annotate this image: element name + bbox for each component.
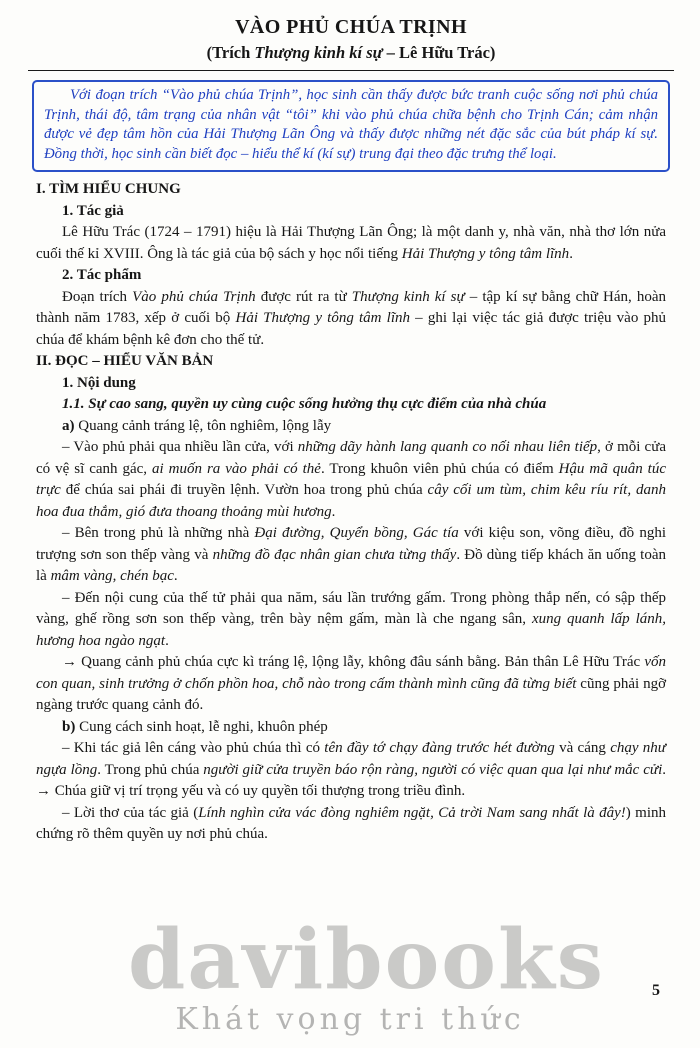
text-run: . bbox=[165, 632, 169, 649]
text-run: xung quanh lấp lánh, hương hoa ngào ngạt bbox=[36, 611, 666, 649]
text-run: Vào phủ chúa Trịnh bbox=[132, 288, 256, 305]
paragraph-loi-tho bbox=[36, 803, 666, 846]
text-run: b) bbox=[62, 718, 76, 735]
paragraph-ben-trong-phu bbox=[36, 523, 666, 588]
text-run: và cáng bbox=[554, 740, 611, 757]
text-run: Cung cách sinh hoạt, lễ nghi, khuôn phép bbox=[75, 718, 328, 735]
text-run: a) bbox=[62, 417, 75, 434]
heading-1-1 bbox=[36, 394, 666, 416]
paragraph-b-cung-cach bbox=[36, 717, 666, 739]
text-run: . Trong phủ chúa bbox=[97, 761, 204, 778]
text-run: Lê Hữu Trác (1724 – 1791) hiệu là Hải Thượng Lãn Ông; là một danh y, nhà văn, nhà thơ lớn nửa cuối thế kỉ XVIII. Ông là tác giả của bộ sách y học nổi tiếng bbox=[36, 224, 666, 262]
text-run: → Quang cảnh phủ chúa cực kì tráng lệ, lộng lẫy, không đâu sánh bằng. Bản thân Lê Hữu Trác bbox=[62, 654, 645, 671]
text-run: Hải Thượng y tông tâm lĩnh bbox=[235, 310, 411, 327]
text-run: – ghi lại việc tác giả được triệu vào phủ chúa để khám bệnh kê đơn cho thế tử. bbox=[36, 310, 666, 348]
text-run: . → Chúa giữ vị trí trọng yếu và có uy quyền tối thượng trong triều đình. bbox=[36, 761, 666, 800]
text-run: – Lê Hữu Trác) bbox=[382, 43, 496, 62]
page-number: 5 bbox=[652, 982, 660, 999]
text-run: (Trích bbox=[206, 43, 255, 62]
text-run: mâm vàng, chén bạc bbox=[50, 568, 174, 585]
heading-noi-dung bbox=[36, 373, 666, 395]
text-run: vốn con quan, sinh trưởng ở chốn phồn hoa, chỗ nào trong cấm thành mình cũng đã từng biết bbox=[36, 654, 666, 692]
text-run: 1. Nội dung bbox=[62, 374, 136, 391]
text-run: II. ĐỌC – HIỂU VĂN BẢN bbox=[36, 353, 214, 370]
watermark-davibooks: davibooks bbox=[128, 912, 605, 1008]
paragraph-tac-gia bbox=[36, 222, 666, 265]
paragraph-noi-cung bbox=[36, 588, 666, 653]
text-run: . Đồ dùng tiếp khách ăn uống toàn là bbox=[36, 546, 666, 585]
text-run: tên đầy tớ chạy đàng trước hét đường bbox=[324, 740, 555, 757]
text-run: – Lời thơ của tác giả ( bbox=[62, 804, 199, 821]
page-subtitle bbox=[36, 43, 666, 63]
document-content bbox=[36, 179, 666, 846]
text-run: – Khi tác giả lên cáng vào phủ chúa thì có bbox=[62, 740, 325, 757]
text-run: 1.1. Sự cao sang, quyền uy cùng cuộc sống hưởng thụ cực điểm của nhà chúa bbox=[62, 396, 547, 413]
heading-tac-gia bbox=[36, 201, 666, 223]
text-run: ai muốn ra vào phải có thẻ bbox=[152, 460, 321, 477]
text-run: . bbox=[173, 568, 178, 585]
text-run: ) minh chứng rõ thêm quyền uy nơi phủ chúa. bbox=[36, 804, 666, 843]
page-title: VÀO PHỦ CHÚA TRỊNH bbox=[235, 16, 467, 38]
text-run: Thượng kinh kí sự bbox=[351, 288, 465, 305]
text-run: để chúa sai phái đi truyền lệnh. Vườn hoa trong phủ chúa bbox=[60, 482, 428, 499]
text-run: Hải Thượng y tông tâm lĩnh bbox=[401, 245, 570, 262]
paragraph-vao-phu bbox=[36, 437, 666, 523]
paragraph-len-cang bbox=[36, 738, 666, 803]
paragraph-ket-luan-quang-canh bbox=[36, 652, 666, 717]
heading-doc-hieu-van-ban bbox=[36, 351, 666, 373]
text-run: Lính nghìn cửa vác đòng nghiêm ngặt, Cả trời Nam sang nhất là đây! bbox=[198, 804, 626, 821]
text-run: được rút ra từ bbox=[255, 288, 352, 305]
text-run: I. TÌM HIỂU CHUNG bbox=[36, 181, 181, 198]
title-divider bbox=[28, 70, 674, 71]
text-run: cũng phải ngỡ ngàng trước quang cảnh đó. bbox=[36, 675, 667, 714]
text-run: – Bên trong phủ là những nhà bbox=[62, 525, 255, 542]
text-run: . bbox=[331, 503, 336, 520]
text-run: với kiệu son, võng điều, đồ nghi trượng sơn son thếp vàng và bbox=[36, 525, 666, 563]
intro-summary-box bbox=[32, 80, 670, 172]
text-run: chạy như ngựa lồng bbox=[36, 740, 666, 778]
text-run: , ở mỗi cửa có vệ sĩ canh gác, bbox=[36, 439, 666, 477]
heading-tac-pham bbox=[36, 265, 666, 287]
text-run: – tập kí sự bằng chữ Hán, hoàn thành năm 1783, xếp ở cuối bộ bbox=[36, 288, 666, 327]
text-run: . bbox=[569, 245, 573, 262]
text-run: 1. Tác giả bbox=[62, 202, 124, 219]
text-run: Hậu mã quân túc trực bbox=[36, 460, 666, 499]
text-run: – Đến nội cung của thế tử phải qua năm, sáu lần trướng gấm. Trong phòng thắp nến, có sập thếp vàng, ghế rồng sơn son thếp vàng, trên bày nệm gấm, màn là che ngang sân, bbox=[36, 589, 666, 628]
text-run: Đại đường, Quyển bồng, Gác tía bbox=[254, 525, 459, 542]
heading-tim-hieu-chung bbox=[36, 179, 666, 201]
text-run: Đoạn trích bbox=[62, 288, 133, 305]
text-run: cây cối um tùm, chim kêu ríu rít, danh hoa đua thắm, gió đưa thoang thoảng mùi hương bbox=[36, 482, 666, 520]
text-run: . Trong khuôn viên phủ chúa có điểm bbox=[320, 460, 559, 477]
paragraph-tac-pham bbox=[36, 287, 666, 352]
intro-summary-text: Với đoạn trích “Vào phủ chúa Trịnh”, học sinh cần thấy được bức tranh cuộc sống nơi phủ chúa Trịnh, thái độ, tâm trạng của nhân vật “tôi” khi vào phủ chúa chữa bệnh cho Trịnh Cán; cảm nhận được vẻ đẹp tâm hồn của Hải Thượng Lãn Ông và thấy được những nét đặc sắc của bút pháp kí sự. Đồng thời, học sinh cần biết đọc – hiểu thể kí (kí sự) trung đại theo đặc trưng thể loại. bbox=[44, 87, 658, 162]
watermark-slogan: Khát vọng tri thức bbox=[175, 1002, 525, 1037]
text-run: người giữ cửa truyền báo rộn ràng, người có việc quan qua lại như mắc cửi bbox=[203, 761, 663, 778]
paragraph-a-quang-canh bbox=[36, 416, 666, 438]
text-run: những dãy hành lang quanh co nối nhau liên tiếp bbox=[297, 439, 598, 456]
text-run: 2. Tác phẩm bbox=[62, 267, 142, 284]
text-run: những đồ đạc nhân gian chưa từng thấy bbox=[212, 546, 457, 563]
text-run: Thượng kinh kí sự bbox=[254, 43, 383, 62]
text-run: – Vào phủ phải qua nhiều lần cửa, với bbox=[62, 439, 298, 456]
text-run: Quang cảnh tráng lệ, tôn nghiêm, lộng lẫy bbox=[74, 417, 332, 434]
